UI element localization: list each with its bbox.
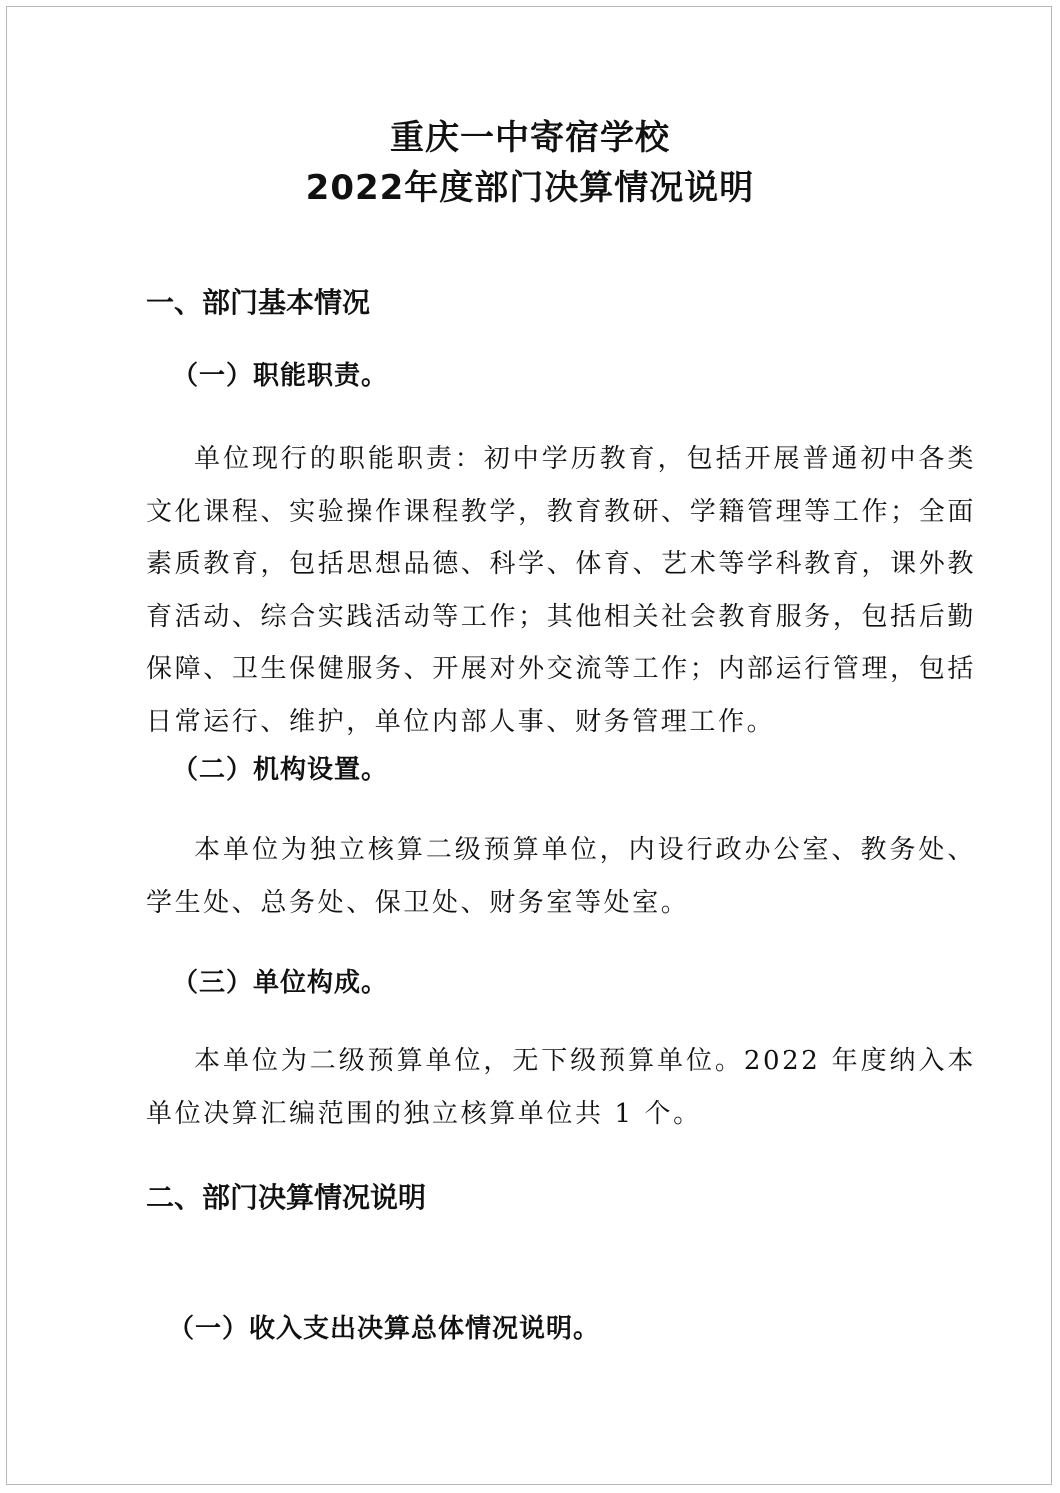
section-2-heading: 二、部门决算情况说明 xyxy=(146,1181,427,1214)
document-subtitle: 2022年度部门决算情况说明 xyxy=(305,168,755,208)
functions-paragraph: 单位现行的职能职责：初中学历教育，包括开展普通初中各类文化课程、实验操作课程教学，教育教研、学籍管理等工作；全面素质教育，包括思想品德、科学、体育、艺术等学科教育，课外教育活动、综合实践活动等工作；其他相关社会教育服务，包括后勤保障、卫生保健服务、开展对外交流等工作；内部运行管理，包括日常运行、维护，单位内部人事、财务管理工作。 xyxy=(146,444,976,737)
organization-paragraph: 本单位为独立核算二级预算单位，内设行政办公室、教务处、学生处、总务处、保卫处、财务室等处室。 xyxy=(146,835,976,918)
subsection-organization-heading: （二）机构设置。 xyxy=(172,755,389,785)
subsection-composition-heading: （三）单位构成。 xyxy=(172,968,389,998)
subsection-revenue-expenditure-heading: （一）收入支出决算总体情况说明。 xyxy=(168,1314,601,1344)
subsection-functions-heading: （一）职能职责。 xyxy=(172,361,389,391)
document-title: 重庆一中寄宿学校 xyxy=(390,118,670,158)
section-1-heading: 一、部门基本情况 xyxy=(146,286,371,319)
composition-paragraph: 本单位为二级预算单位，无下级预算单位。2022 年度纳入本单位决算汇编范围的独立核算单位共 1 个。 xyxy=(146,1046,976,1129)
